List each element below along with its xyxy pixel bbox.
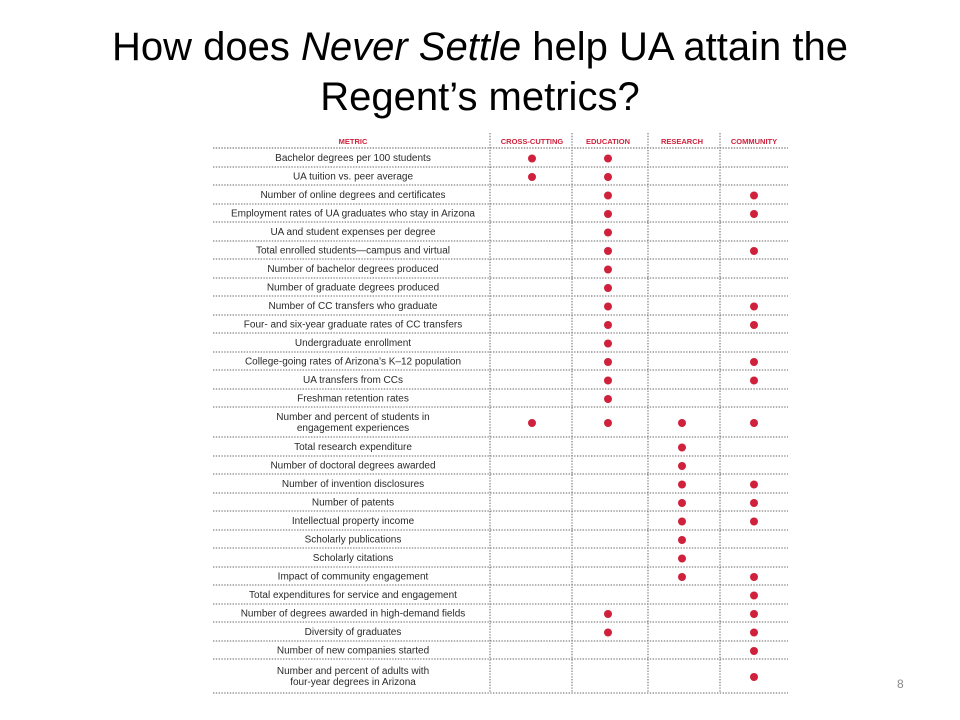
metric-label: Number of doctoral degrees awarded: [270, 460, 436, 472]
metric-dot: [528, 155, 536, 163]
metric-dot: [604, 303, 612, 311]
title-suffix: help UA attain the: [521, 25, 848, 69]
metric-label: Number of bachelor degrees produced: [267, 264, 439, 275]
metric-label: UA transfers from CCs: [302, 375, 404, 386]
metric-dot: [750, 247, 758, 255]
metric-dot: [750, 358, 758, 366]
metric-dot: [604, 229, 612, 237]
metric-dot: [604, 358, 612, 366]
metric-label: Number of CC transfers who graduate: [268, 301, 438, 312]
metric-dot: [750, 499, 758, 507]
metric-dot: [604, 247, 612, 255]
metric-dot: [604, 629, 612, 637]
metric-label: Scholarly citations: [312, 553, 394, 564]
metric-label: Number of degrees awarded in high-demand fields: [240, 608, 466, 620]
metric-dot: [678, 518, 686, 526]
metric-dot: [604, 284, 612, 292]
metric-label: Number of new companies started: [276, 645, 430, 657]
metric-dot: [604, 155, 612, 163]
metric-label: Impact of community engagement: [277, 571, 429, 583]
metric-label: Total enrolled students—campus and virtual: [256, 245, 450, 257]
metric-label: Number of invention disclosures: [281, 479, 425, 490]
metric-dot: [678, 536, 686, 544]
metric-dot: [678, 481, 686, 489]
metric-dot: [750, 673, 758, 681]
metric-dot: [528, 173, 536, 181]
metric-dot: [678, 462, 686, 470]
metric-dot: [604, 610, 612, 618]
metric-dot: [604, 340, 612, 348]
metric-dot: [750, 303, 758, 311]
metric-dot: [750, 321, 758, 329]
metric-dot: [750, 518, 758, 526]
metric-dot: [604, 192, 612, 200]
metric-label: Employment rates of UA graduates who stay in Arizona: [230, 208, 476, 220]
metric-label: engagement experiences: [296, 423, 410, 434]
metric-dot: [750, 210, 758, 218]
metric-label: Total expenditures for service and engagement: [249, 590, 457, 601]
metric-dot: [750, 192, 758, 200]
metric-dot: [604, 321, 612, 329]
metric-dot: [678, 419, 686, 427]
metric-dot: [678, 444, 686, 452]
page-number: 8: [897, 677, 904, 691]
title-emphasis: Never Settle: [300, 25, 522, 69]
metric-dot: [750, 377, 758, 385]
metric-label: Intellectual property income: [291, 516, 415, 527]
metric-label: Number of patents: [311, 497, 395, 509]
metric-label: College-going rates of Arizona’s K–12 population: [244, 356, 462, 368]
title-prefix: How does: [112, 25, 301, 69]
metric-dot: [604, 419, 612, 427]
metric-label: Scholarly publications: [304, 534, 402, 546]
metric-label: UA tuition vs. peer average: [292, 171, 414, 183]
metric-dot: [678, 499, 686, 507]
metric-label: UA and student expenses per degree: [270, 227, 436, 238]
metric-dot: [750, 629, 758, 637]
metric-label: Number and percent of students in: [276, 412, 430, 423]
metric-label: Freshman retention rates: [297, 393, 409, 405]
metric-dot: [750, 610, 758, 618]
metric-dot: [604, 266, 612, 274]
metric-label: Number of online degrees and certificates: [260, 190, 446, 201]
metric-dot: [604, 395, 612, 403]
metric-dot: [604, 210, 612, 218]
metric-label: Total research expenditure: [294, 442, 412, 453]
metric-dot: [750, 592, 758, 600]
metric-dot: [604, 173, 612, 181]
header-column: EDUCATION: [585, 137, 631, 146]
metric-label: four-year degrees in Arizona: [290, 677, 416, 688]
header-column: RESEARCH: [660, 137, 704, 146]
metric-dot: [750, 647, 758, 655]
metric-dot: [750, 419, 758, 427]
metric-label: Number of graduate degrees produced: [266, 282, 440, 294]
metric-dot: [750, 481, 758, 489]
slide-title-line-2: Regent’s metrics?: [320, 75, 640, 119]
header-metric: METRIC: [338, 137, 368, 146]
metric-label: Undergraduate enrollment: [294, 338, 412, 349]
metric-label: Diversity of graduates: [304, 627, 402, 638]
metric-label: Four- and six-year graduate rates of CC transfers: [243, 319, 463, 331]
header-column: COMMUNITY: [730, 137, 778, 146]
metric-dot: [750, 573, 758, 581]
metric-dot: [604, 377, 612, 385]
metric-dot: [678, 555, 686, 563]
metric-dot: [528, 419, 536, 427]
metric-label: Bachelor degrees per 100 students: [275, 153, 431, 164]
metric-label: Number and percent of adults with: [276, 666, 430, 677]
metric-dot: [678, 573, 686, 581]
header-column: CROSS-CUTTING: [500, 137, 564, 146]
